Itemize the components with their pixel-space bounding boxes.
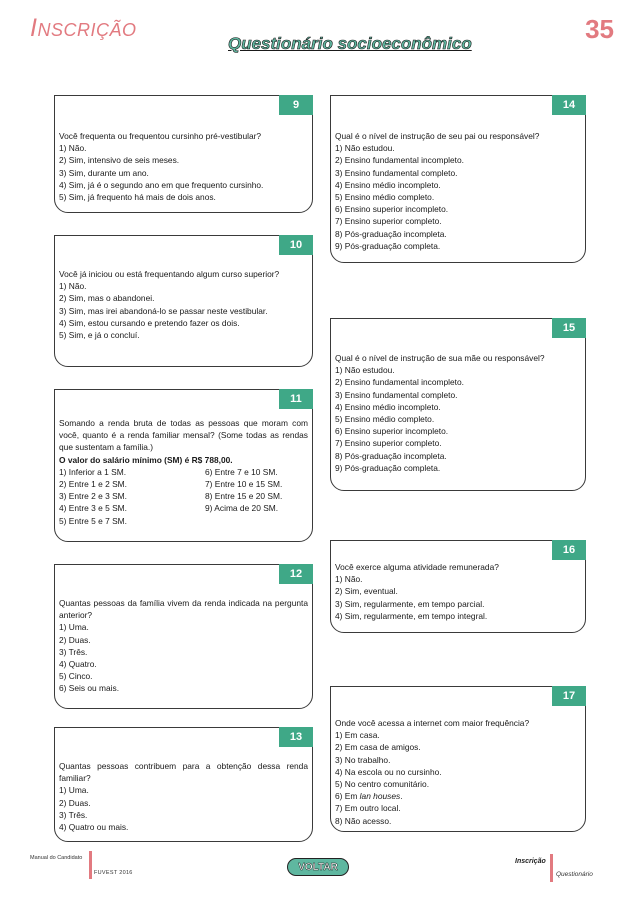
option-item: 7) Ensino superior completo. [335,216,442,227]
option-item: 2) Ensino fundamental incompleto. [335,155,464,166]
options-list [59,142,308,203]
options-list [335,364,581,474]
question-number-badge: 12 [279,564,313,584]
option-item: 2) Ensino fundamental incompleto. [335,377,464,388]
footer-manual-label: Manual do Candidato [30,855,83,861]
option-item: 3) Três. [59,646,88,657]
option-item: 6) Ensino superior incompleto. [335,426,449,437]
option-item: 3) Sim, durante um ano. [59,167,149,178]
question-box-11 [54,389,313,542]
option-item: 4) Entre 3 e 5 SM. [59,503,127,514]
option-item: 2) Duas. [59,634,91,645]
option-item: 2) Em casa de amigos. [335,742,421,753]
question-text: Você frequenta ou frequentou cursinho pré-vestibular? [59,131,262,141]
question-number-badge: 10 [279,235,313,255]
footer-divider-left [89,851,92,879]
options-list [59,280,308,341]
option-item: 3) Ensino fundamental completo. [335,167,458,178]
question-text: Quantas pessoas da família vivem da renda indicada na pergunta anterior? [59,598,308,621]
option-item: 7) Entre 10 e 15 SM. [205,479,283,490]
options-list-right [205,466,308,527]
question-text: Quantas pessoas contribuem para a obtenção dessa renda familiar? [59,761,308,784]
option-item: 8) Pós-graduação incompleta. [335,228,447,239]
minimum-wage-note: O valor do salário mínimo (SM) é R$ 788,00. [59,454,233,465]
option-item: 8) Pós-graduação incompleta. [335,450,447,461]
question-content [59,417,308,527]
question-box-12 [54,564,313,709]
option-item: 5) Ensino médio completo. [335,414,435,425]
option-item: 5) Sim, já frequento há mais de dois anos. [59,192,216,203]
option-item: 4) Sim, já é o segundo ano em que frequento cursinho. [59,179,264,190]
option-item: 9) Pós-graduação completa. [335,462,441,473]
question-box-10 [54,235,313,367]
back-button[interactable]: VOLTAR [287,858,349,876]
question-box-13 [54,727,313,842]
option-item: 3) Entre 2 e 3 SM. [59,491,127,502]
option-item: 6) Seis ou mais. [59,683,120,694]
question-text: Você exerce alguma atividade remunerada? [335,562,499,572]
question-text: Qual é o nível de instrução de sua mãe ou responsável? [335,353,545,363]
option-item: 1) Não. [59,281,87,292]
question-content [335,717,581,827]
question-content [59,130,308,203]
options-list-left [59,466,205,527]
option-item: 1) Não estudou. [335,143,395,154]
option-item: 9) Pós-graduação completa. [335,240,441,251]
question-number-badge: 13 [279,727,313,747]
question-text: Somando a renda bruta de todas as pessoas que moram com você, quanto é a renda familiar mensal? (Some todas as rendas que sustentam a família.) [59,418,308,453]
footer-section-link[interactable]: Inscrição [515,858,546,865]
question-number-badge: 9 [279,95,313,115]
option-item: 3) No trabalho. [335,754,391,765]
section-title: INSCRIÇÃO [30,14,137,42]
option-item: 1) Uma. [59,622,89,633]
option-item: 2) Entre 1 e 2 SM. [59,479,127,490]
option-item: 2) Sim, eventual. [335,586,398,597]
options-columns [59,466,308,527]
question-content [335,130,581,252]
options-list [335,573,581,622]
question-text: Você já iniciou ou está frequentando algum curso superior? [59,269,280,279]
option-item: 6) Entre 7 e 10 SM. [205,466,278,477]
option-item: 4) Na escola ou no cursinho. [335,766,442,777]
option-item: 1) Não. [59,143,87,154]
option-item: 1) Uma. [59,785,89,796]
question-box-15 [330,318,586,491]
footer-subsection-link[interactable]: Questionário [556,871,593,878]
option-item: 5) Cinco. [59,671,93,682]
page-subtitle: Questionário socioeconômico [228,34,472,53]
options-list [59,621,308,694]
question-content [335,352,581,474]
option-item: 4) Sim, estou cursando e pretendo fazer os dois. [59,317,240,328]
question-content [59,597,308,695]
page-number: 35 [585,14,614,44]
option-item: 1) Não. [335,574,363,585]
question-box-16 [330,540,586,633]
option-item: 1) Não estudou. [335,365,395,376]
question-number-badge: 16 [552,540,586,560]
option-item: 4) Ensino médio incompleto. [335,401,441,412]
option-item: 5) Sim, e já o concluí. [59,330,140,341]
option-item: 7) Em outro local. [335,803,401,814]
question-number-badge: 11 [279,389,313,409]
option-item: 6) Ensino superior incompleto. [335,204,449,215]
option-item: 4) Ensino médio incompleto. [335,179,441,190]
question-box-14 [330,95,586,263]
question-number-badge: 14 [552,95,586,115]
option-item: 7) Ensino superior completo. [335,438,442,449]
option-item: 5) Entre 5 e 7 SM. [59,515,127,526]
question-text: Onde você acessa a internet com maior frequência? [335,718,530,728]
footer-edition-label: FUVEST 2016 [94,870,133,876]
option-item: 2) Sim, intensivo de seis meses. [59,155,180,166]
option-item: 1) Inferior a 1 SM. [59,466,127,477]
options-list [335,142,581,252]
question-number-badge: 15 [552,318,586,338]
option-item: 3) Três. [59,809,88,820]
option-item: 9) Acima de 20 SM. [205,503,279,514]
option-item: 6) Em lan houses. [335,791,403,802]
option-item: 5) No centro comunitário. [335,779,430,790]
question-content [335,561,581,622]
question-content [59,760,308,833]
option-item: 4) Quatro. [59,659,97,670]
option-item: 4) Sim, regularmente, em tempo integral. [335,610,488,621]
option-item: 3) Ensino fundamental completo. [335,389,458,400]
options-list [59,784,308,833]
option-item: 3) Sim, regularmente, em tempo parcial. [335,598,485,609]
option-item: 8) Não acesso. [335,815,392,826]
option-item: 8) Entre 15 e 20 SM. [205,491,283,502]
question-number-badge: 17 [552,686,586,706]
question-box-9 [54,95,313,213]
option-item: 1) Em casa. [335,730,380,741]
option-item: 4) Quatro ou mais. [59,822,129,833]
question-box-17 [330,686,586,832]
question-content [59,268,308,341]
footer-divider-right [550,854,553,882]
option-item: 2) Sim, mas o abandonei. [59,293,155,304]
options-list [335,729,581,827]
question-text: Qual é o nível de instrução de seu pai ou responsável? [335,131,540,141]
option-item: 5) Ensino médio completo. [335,192,435,203]
option-item: 2) Duas. [59,797,91,808]
option-item: 3) Sim, mas irei abandoná-lo se passar neste vestibular. [59,305,268,316]
